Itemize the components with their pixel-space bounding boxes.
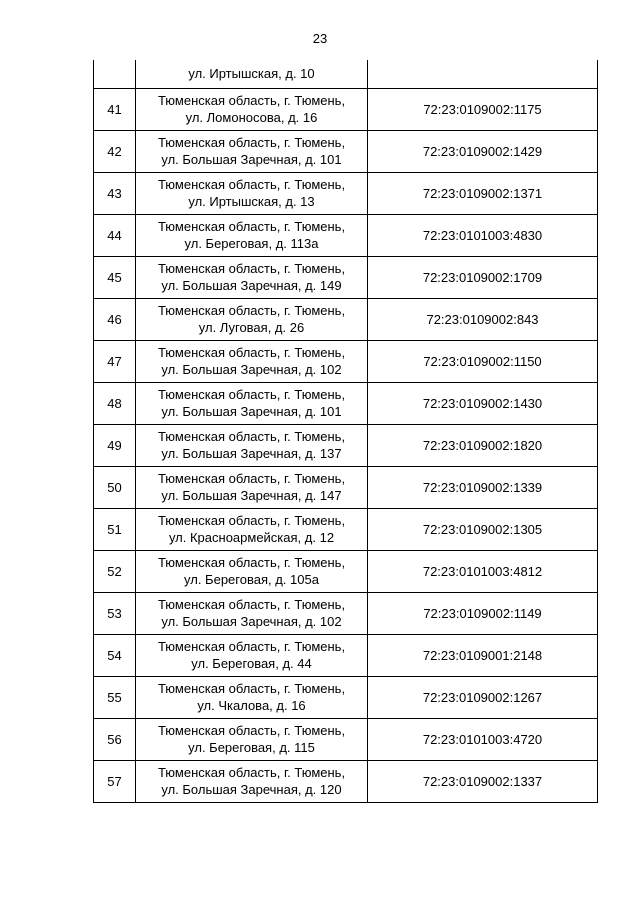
address-line-2: ул. Береговая, д. 113а bbox=[184, 236, 319, 251]
row-number-cell: 50 bbox=[94, 466, 136, 508]
address-line-1: Тюменская область, г. Тюмень, bbox=[157, 513, 346, 528]
address-line-1: Тюменская область, г. Тюмень, bbox=[157, 597, 346, 612]
row-number-cell: 48 bbox=[94, 382, 136, 424]
address-line-1: Тюменская область, г. Тюмень, bbox=[157, 429, 346, 444]
address-cell bbox=[136, 130, 368, 172]
row-number-cell: 53 bbox=[94, 592, 136, 634]
table-row bbox=[94, 676, 598, 718]
cadastral-number-cell: 72:23:0109001:2148 bbox=[368, 634, 598, 676]
cadastral-number-cell: 72:23:0109002:1339 bbox=[368, 466, 598, 508]
address-line-2: ул. Большая Заречная, д. 147 bbox=[161, 488, 342, 503]
table-row-continued bbox=[94, 60, 598, 88]
row-number-cell: 44 bbox=[94, 214, 136, 256]
address-line-2: ул. Береговая, д. 44 bbox=[191, 656, 312, 671]
row-number-cell: 54 bbox=[94, 634, 136, 676]
cadastral-number-cell: 72:23:0101003:4812 bbox=[368, 550, 598, 592]
table-row bbox=[94, 382, 598, 424]
row-number-cell: 49 bbox=[94, 424, 136, 466]
page-number: 23 bbox=[312, 31, 328, 46]
address-line-1: Тюменская область, г. Тюмень, bbox=[157, 723, 346, 738]
address-cell bbox=[136, 760, 368, 802]
address-line-2: ул. Иртышская, д. 13 bbox=[188, 194, 315, 209]
address-cell bbox=[136, 298, 368, 340]
table-row bbox=[94, 298, 598, 340]
address-cell bbox=[136, 382, 368, 424]
address-cell bbox=[136, 550, 368, 592]
cadastral-number-cell: 72:23:0109002:1429 bbox=[368, 130, 598, 172]
address-line-2: ул. Луговая, д. 26 bbox=[198, 320, 305, 335]
address-line-2: ул. Ломоносова, д. 16 bbox=[185, 110, 318, 125]
table-row bbox=[94, 130, 598, 172]
address-cell bbox=[136, 676, 368, 718]
row-number-cell: 52 bbox=[94, 550, 136, 592]
cadastral-number-cell: 72:23:0109002:1371 bbox=[368, 172, 598, 214]
table-row bbox=[94, 256, 598, 298]
address-cell bbox=[136, 508, 368, 550]
cadastral-number-cell: 72:23:0109002:1150 bbox=[368, 340, 598, 382]
address-line-1: Тюменская область, г. Тюмень, bbox=[157, 135, 346, 150]
cadastral-number-cell: 72:23:0101003:4720 bbox=[368, 718, 598, 760]
address-line-1: Тюменская область, г. Тюмень, bbox=[157, 765, 346, 780]
table-row bbox=[94, 718, 598, 760]
row-number-cell: 42 bbox=[94, 130, 136, 172]
table-row bbox=[94, 550, 598, 592]
address-line-2: ул. Большая Заречная, д. 137 bbox=[161, 446, 342, 461]
table-row bbox=[94, 424, 598, 466]
address-line-2: ул. Чкалова, д. 16 bbox=[197, 698, 306, 713]
address-cell bbox=[136, 718, 368, 760]
address-cell bbox=[136, 424, 368, 466]
cadastral-number-cell: 72:23:0109002:1820 bbox=[368, 424, 598, 466]
row-number-cell: 45 bbox=[94, 256, 136, 298]
address-cell bbox=[136, 466, 368, 508]
row-number-cell: 43 bbox=[94, 172, 136, 214]
table-row bbox=[94, 172, 598, 214]
address-line-2: ул. Большая Заречная, д. 120 bbox=[161, 782, 342, 797]
table-row bbox=[94, 592, 598, 634]
address-line-2: ул. Большая Заречная, д. 102 bbox=[161, 362, 342, 377]
address-line-2: ул. Большая Заречная, д. 102 bbox=[161, 614, 342, 629]
row-number-cell: 57 bbox=[94, 760, 136, 802]
address-line-1: Тюменская область, г. Тюмень, bbox=[157, 555, 346, 570]
cadastral-number-cell: 72:23:0109002:843 bbox=[368, 298, 598, 340]
address-line-1: Тюменская область, г. Тюмень, bbox=[157, 303, 346, 318]
cadastral-number-cell: 72:23:0109002:1337 bbox=[368, 760, 598, 802]
address-line-1: Тюменская область, г. Тюмень, bbox=[157, 219, 346, 234]
cadastral-number-cell: 72:23:0109002:1149 bbox=[368, 592, 598, 634]
address-cell bbox=[136, 340, 368, 382]
address-cell bbox=[136, 214, 368, 256]
row-number-cell: 46 bbox=[94, 298, 136, 340]
address-line-2: ул. Большая Заречная, д. 101 bbox=[161, 404, 342, 419]
table-row bbox=[94, 634, 598, 676]
cadastral-number-cell: 72:23:0109002:1430 bbox=[368, 382, 598, 424]
cadastral-number-cell bbox=[368, 60, 598, 88]
row-number-cell: 41 bbox=[94, 88, 136, 130]
address-line-1: Тюменская область, г. Тюмень, bbox=[157, 387, 346, 402]
cadastral-number-cell: 72:23:0109002:1267 bbox=[368, 676, 598, 718]
cadastral-number-cell: 72:23:0109002:1709 bbox=[368, 256, 598, 298]
row-number-cell: 56 bbox=[94, 718, 136, 760]
address-cell bbox=[136, 256, 368, 298]
address-cell bbox=[136, 60, 368, 88]
row-number-cell: 51 bbox=[94, 508, 136, 550]
address-line-2: ул. Береговая, д. 115 bbox=[188, 740, 315, 755]
address-cell bbox=[136, 592, 368, 634]
address-line-1: Тюменская область, г. Тюмень, bbox=[157, 261, 346, 276]
address-cell bbox=[136, 88, 368, 130]
address-line-1: Тюменская область, г. Тюмень, bbox=[157, 681, 346, 696]
table-row bbox=[94, 508, 598, 550]
row-number-cell bbox=[94, 60, 136, 88]
cadastral-number-cell: 72:23:0101003:4830 bbox=[368, 214, 598, 256]
registry-table-body bbox=[94, 60, 598, 802]
row-number-cell: 47 bbox=[94, 340, 136, 382]
address-cell bbox=[136, 172, 368, 214]
address-cell bbox=[136, 634, 368, 676]
address-line-2: ул. Большая Заречная, д. 101 bbox=[161, 152, 342, 167]
address-line-1: Тюменская область, г. Тюмень, bbox=[157, 93, 346, 108]
table-row bbox=[94, 88, 598, 130]
table-row bbox=[94, 466, 598, 508]
cadastral-number-cell: 72:23:0109002:1175 bbox=[368, 88, 598, 130]
address-line-1: Тюменская область, г. Тюмень, bbox=[157, 639, 346, 654]
address-line-2: ул. Береговая, д. 105а bbox=[184, 572, 319, 587]
table-row bbox=[94, 760, 598, 802]
address-line-2: ул. Иртышская, д. 10 bbox=[188, 66, 315, 82]
address-line-1: Тюменская область, г. Тюмень, bbox=[157, 471, 346, 486]
table-row bbox=[94, 340, 598, 382]
registry-table bbox=[93, 60, 598, 803]
table-row bbox=[94, 214, 598, 256]
address-line-1: Тюменская область, г. Тюмень, bbox=[157, 345, 346, 360]
address-line-2: ул. Красноармейская, д. 12 bbox=[168, 530, 335, 545]
address-line-2: ул. Большая Заречная, д. 149 bbox=[161, 278, 342, 293]
cadastral-number-cell: 72:23:0109002:1305 bbox=[368, 508, 598, 550]
address-line-1: Тюменская область, г. Тюмень, bbox=[157, 177, 346, 192]
row-number-cell: 55 bbox=[94, 676, 136, 718]
